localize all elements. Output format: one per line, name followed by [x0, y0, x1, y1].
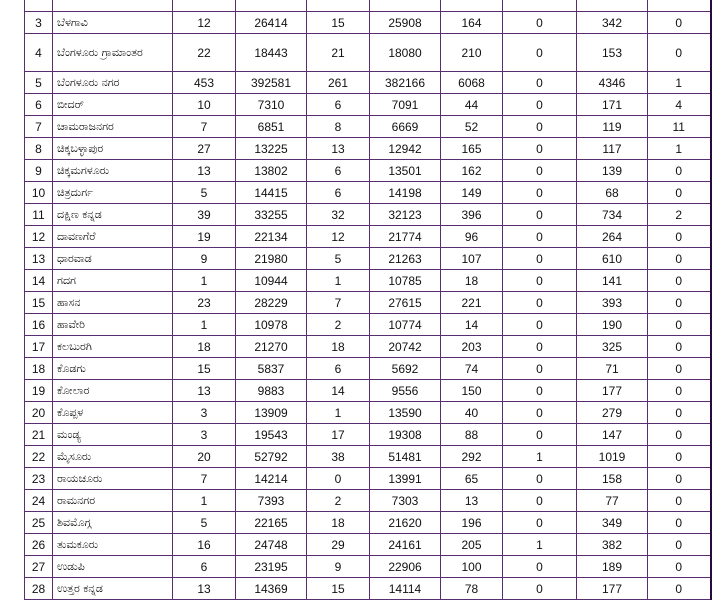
cell-col-5: 15 [307, 578, 370, 600]
cell-col-3: 5 [173, 182, 236, 204]
cell-col-7: 292 [441, 446, 503, 468]
cell-col-5: 15 [307, 12, 370, 34]
cell-col-4: 7393 [236, 490, 307, 512]
cell-col-4: 392581 [236, 72, 307, 94]
cell-col-5: 13 [307, 138, 370, 160]
cell-district-name: ಚಿಕ್ಕಬಳ್ಳಾಪುರ [53, 138, 173, 160]
cell-district-name: ಚಿತ್ರದುರ್ಗ [53, 182, 173, 204]
cell-col-6: 32123 [370, 204, 441, 226]
cell-col-8: 0 [503, 358, 577, 380]
cell-col-5: 18 [307, 336, 370, 358]
cell-col-4: 21270 [236, 336, 307, 358]
cell-col-9: 4346 [577, 72, 648, 94]
cell-col-5: 1 [307, 270, 370, 292]
cell-col-9: 68 [577, 182, 648, 204]
cell-col-6: 25908 [370, 12, 441, 34]
cell-col-7: 88 [441, 424, 503, 446]
cell-col-3: 5 [173, 512, 236, 534]
cell-col-6: 24161 [370, 534, 441, 556]
cell-col-6: 21774 [370, 226, 441, 248]
cell-serial-no: 22 [25, 446, 53, 468]
cell-col-6: 12942 [370, 138, 441, 160]
cell-col-8: 0 [503, 336, 577, 358]
cell-col-3: 12 [173, 12, 236, 34]
cell-col-5: 2 [307, 314, 370, 336]
cell-col-10: 0 [648, 34, 711, 72]
cell-col-6: 27615 [370, 292, 441, 314]
cell-col-9: 279 [577, 402, 648, 424]
cell-col-3: 3 [173, 424, 236, 446]
cell-district-name: ಗದಗ [53, 270, 173, 292]
cell-col-9: 734 [577, 204, 648, 226]
cell-col-9: 325 [577, 336, 648, 358]
cell-col-10: 0 [648, 468, 711, 490]
cell-col-6: 20742 [370, 336, 441, 358]
cell-col-3: 22 [173, 34, 236, 72]
cell-col-4: 14214 [236, 468, 307, 490]
cell-col-9: 71 [577, 358, 648, 380]
cell-col-8: 0 [503, 72, 577, 94]
cell-col-7: 100 [441, 556, 503, 578]
cell-col-3: 15 [173, 358, 236, 380]
cell-col-3: 16 [173, 534, 236, 556]
cell-col-5: 38 [307, 446, 370, 468]
cell-col-9: 139 [577, 160, 648, 182]
cell-col-3: 23 [173, 292, 236, 314]
cell-col-4: 5837 [236, 358, 307, 380]
cell-col-4: 26414 [236, 12, 307, 34]
table-row [25, 424, 711, 446]
cell-col-7: 13 [441, 490, 503, 512]
cell-col-8: 0 [503, 424, 577, 446]
cell-col-8: 0 [503, 402, 577, 424]
cell-col-4: 10944 [236, 270, 307, 292]
cell-col-4: 13225 [236, 138, 307, 160]
cell-col-4: 7310 [236, 94, 307, 116]
cell-serial-no: 23 [25, 468, 53, 490]
table-row [25, 226, 711, 248]
cell-col-6: 18080 [370, 34, 441, 72]
cell-col-8: 0 [503, 34, 577, 72]
cell-col-7: 164 [441, 12, 503, 34]
cell-col-4: 6851 [236, 116, 307, 138]
cell-col-10: 0 [648, 314, 711, 336]
cell-col-5: 9 [307, 556, 370, 578]
cell-col-9: 119 [577, 116, 648, 138]
cell-col-9: 382 [577, 534, 648, 556]
cell-col-8: 0 [503, 380, 577, 402]
cell-col-7: 18 [441, 270, 503, 292]
cell-col-10: 0 [648, 424, 711, 446]
cell-col-7: 203 [441, 336, 503, 358]
cell-col-8: 0 [503, 182, 577, 204]
cell-col-10: 1 [648, 138, 711, 160]
table-row [25, 160, 711, 182]
cell-col-3: 1 [173, 490, 236, 512]
cell-col-9: 77 [577, 490, 648, 512]
cell-col-9: 610 [577, 248, 648, 270]
cell-serial-no: 19 [25, 380, 53, 402]
cell-col-8: 0 [503, 138, 577, 160]
cell-col-10: 0 [648, 12, 711, 34]
cell-col-6: 21263 [370, 248, 441, 270]
cell-col-9: 190 [577, 314, 648, 336]
cell-col-10: 0 [648, 534, 711, 556]
cell-district-name: ರಾಯಚೂರು [53, 468, 173, 490]
cell-col-3: 13 [173, 578, 236, 600]
cell-col-6: 10785 [370, 270, 441, 292]
cell-col-4: 52792 [236, 446, 307, 468]
cell-serial-no: 3 [25, 12, 53, 34]
cell-district-name: ಮಂಡ್ಯ [53, 424, 173, 446]
cell-serial-no: 18 [25, 358, 53, 380]
cell-col-4: 23195 [236, 556, 307, 578]
table-row [25, 72, 711, 94]
cell-col-10: 0 [648, 578, 711, 600]
table-row [25, 336, 711, 358]
cell-col-5: 12 [307, 226, 370, 248]
cell-district-name: ಕೊಡಗು [53, 358, 173, 380]
cell-col-5: 7 [307, 292, 370, 314]
cell-col-8: 0 [503, 556, 577, 578]
cell-col-6: 13501 [370, 160, 441, 182]
cell-col-9: 393 [577, 292, 648, 314]
table-row [25, 468, 711, 490]
cell-col-8: 0 [503, 226, 577, 248]
cell-col-8: 0 [503, 578, 577, 600]
cell-col-4: 33255 [236, 204, 307, 226]
cell-col-5: 6 [307, 182, 370, 204]
cell-col-10: 4 [648, 94, 711, 116]
cell-col-6: 22906 [370, 556, 441, 578]
cell-col-5: 2 [307, 490, 370, 512]
cell-serial-no: 12 [25, 226, 53, 248]
cell-district-name: ಬೆಂಗಳೂರು ಗ್ರಾಮಾಂತರ [53, 34, 173, 72]
cell-col-4: 14369 [236, 578, 307, 600]
cell-col-5: 17 [307, 424, 370, 446]
cell-col-6: 6669 [370, 116, 441, 138]
table-row [25, 204, 711, 226]
table-row [25, 248, 711, 270]
table-row [25, 490, 711, 512]
table-row [25, 380, 711, 402]
cell-col-10: 11 [648, 116, 711, 138]
cell-col-7: 107 [441, 248, 503, 270]
cell-district-name: ದಾವಣಗೆರೆ [53, 226, 173, 248]
cell-col-3: 1 [173, 270, 236, 292]
district-covid-table [24, 0, 712, 600]
cell-col-4: 10978 [236, 314, 307, 336]
table-row [25, 512, 711, 534]
cell-col-9: 141 [577, 270, 648, 292]
cell-serial-no: 20 [25, 402, 53, 424]
cell-district-name: ಮೈಸೂರು [53, 446, 173, 468]
cell-col-3: 39 [173, 204, 236, 226]
cell-serial-no: 10 [25, 182, 53, 204]
cell-col-5: 0 [307, 468, 370, 490]
cell-col-4: 13802 [236, 160, 307, 182]
cell-col-7: 96 [441, 226, 503, 248]
table-row [25, 94, 711, 116]
cell-col-6: 7091 [370, 94, 441, 116]
cell-serial-no: 17 [25, 336, 53, 358]
cell-col-7: 14 [441, 314, 503, 336]
cell-serial-no: 24 [25, 490, 53, 512]
cell-col-10: 0 [648, 226, 711, 248]
cell-col-8: 0 [503, 490, 577, 512]
cell-col-6: 382166 [370, 72, 441, 94]
table-row [25, 116, 711, 138]
cell-district-name: ಚಿಕ್ಕಮಗಳೂರು [53, 160, 173, 182]
cell-col-10: 2 [648, 204, 711, 226]
cell-col-9: 189 [577, 556, 648, 578]
cell-col-4: 22165 [236, 512, 307, 534]
table-row [25, 556, 711, 578]
table-row [25, 578, 711, 600]
cell-col-8: 0 [503, 248, 577, 270]
cell-district-name: ಬೀದರ್ [53, 94, 173, 116]
cell-col-10: 0 [648, 490, 711, 512]
cell-col-10: 0 [648, 182, 711, 204]
cell-col-8: 0 [503, 512, 577, 534]
cell-col-5: 29 [307, 534, 370, 556]
cell-serial-no: 16 [25, 314, 53, 336]
table-row [25, 314, 711, 336]
cell-col-10: 0 [648, 358, 711, 380]
cell-serial-no: 6 [25, 94, 53, 116]
cell-col-7: 150 [441, 380, 503, 402]
cell-col-3: 6 [173, 556, 236, 578]
cell-col-3: 20 [173, 446, 236, 468]
cell-col-8: 0 [503, 204, 577, 226]
cell-col-5: 1 [307, 402, 370, 424]
cell-col-9: 158 [577, 468, 648, 490]
cell-col-5: 32 [307, 204, 370, 226]
cell-col-6: 10774 [370, 314, 441, 336]
table-row [25, 358, 711, 380]
cell-col-4: 19543 [236, 424, 307, 446]
cell-col-9: 171 [577, 94, 648, 116]
cell-serial-no: 8 [25, 138, 53, 160]
cell-serial-no: 28 [25, 578, 53, 600]
cell-col-3: 9 [173, 248, 236, 270]
cell-col-6: 13991 [370, 468, 441, 490]
cell-serial-no: 5 [25, 72, 53, 94]
cell-col-3: 3 [173, 402, 236, 424]
cell-col-10: 0 [648, 402, 711, 424]
cell-serial-no: 13 [25, 248, 53, 270]
table-row [25, 138, 711, 160]
cell-col-9: 147 [577, 424, 648, 446]
cell-col-3: 453 [173, 72, 236, 94]
cell-district-name: ಕೋಲಾರ [53, 380, 173, 402]
table-row [25, 534, 711, 556]
cell-serial-no: 25 [25, 512, 53, 534]
cell-district-name: ಬೆಳಗಾವಿ [53, 12, 173, 34]
cell-col-7: 52 [441, 116, 503, 138]
cell-district-name: ಉಡುಪಿ [53, 556, 173, 578]
cell-col-3: 19 [173, 226, 236, 248]
cell-col-6: 14198 [370, 182, 441, 204]
cell-col-7: 44 [441, 94, 503, 116]
cell-district-name: ಉತ್ತರ ಕನ್ನಡ [53, 578, 173, 600]
cell-serial-no: 11 [25, 204, 53, 226]
cell-district-name: ಶಿವಮೊಗ್ಗ [53, 512, 173, 534]
cell-col-6: 19308 [370, 424, 441, 446]
cell-col-9: 177 [577, 578, 648, 600]
cell-serial-no: 27 [25, 556, 53, 578]
cell-col-10: 0 [648, 556, 711, 578]
cell-col-10: 0 [648, 292, 711, 314]
cell-col-7: 396 [441, 204, 503, 226]
cell-col-10: 0 [648, 336, 711, 358]
cell-col-4: 24748 [236, 534, 307, 556]
cell-col-8: 0 [503, 292, 577, 314]
table-row-cutoff-top [25, 0, 711, 12]
cell-col-10: 0 [648, 446, 711, 468]
cell-col-8: 0 [503, 116, 577, 138]
cell-serial-no: 21 [25, 424, 53, 446]
cell-col-6: 21620 [370, 512, 441, 534]
cell-col-5: 261 [307, 72, 370, 94]
cell-col-9: 264 [577, 226, 648, 248]
cell-district-name: ಧಾರವಾಡ [53, 248, 173, 270]
cell-col-7: 65 [441, 468, 503, 490]
table-row [25, 34, 711, 72]
cell-col-8: 0 [503, 270, 577, 292]
cell-district-name: ರಾಮನಗರ [53, 490, 173, 512]
cell-col-7: 210 [441, 34, 503, 72]
cell-col-4: 22134 [236, 226, 307, 248]
cell-col-4: 9883 [236, 380, 307, 402]
cell-col-9: 342 [577, 12, 648, 34]
cell-col-7: 149 [441, 182, 503, 204]
table-row [25, 12, 711, 34]
cell-col-4: 28229 [236, 292, 307, 314]
cell-col-4: 14415 [236, 182, 307, 204]
cell-col-8: 0 [503, 314, 577, 336]
cell-col-3: 10 [173, 94, 236, 116]
cell-col-3: 13 [173, 160, 236, 182]
cell-col-5: 6 [307, 160, 370, 182]
cell-col-8: 1 [503, 534, 577, 556]
cell-col-9: 153 [577, 34, 648, 72]
cell-district-name: ದಕ್ಷಿಣ ಕನ್ನಡ [53, 204, 173, 226]
cell-col-10: 1 [648, 72, 711, 94]
cell-col-6: 5692 [370, 358, 441, 380]
cell-col-4: 21980 [236, 248, 307, 270]
cell-col-5: 21 [307, 34, 370, 72]
cell-district-name: ಕಲಬುರಗಿ [53, 336, 173, 358]
cell-col-3: 13 [173, 380, 236, 402]
cell-col-10: 0 [648, 160, 711, 182]
table-row [25, 292, 711, 314]
cell-col-6: 9556 [370, 380, 441, 402]
cell-col-7: 196 [441, 512, 503, 534]
table-row [25, 402, 711, 424]
cell-col-6: 14114 [370, 578, 441, 600]
cell-col-9: 117 [577, 138, 648, 160]
cell-col-7: 221 [441, 292, 503, 314]
cell-col-5: 8 [307, 116, 370, 138]
cell-col-8: 0 [503, 160, 577, 182]
cell-col-3: 7 [173, 116, 236, 138]
cell-col-10: 0 [648, 248, 711, 270]
cell-district-name: ಹಾಸನ [53, 292, 173, 314]
table-row [25, 270, 711, 292]
cell-col-5: 14 [307, 380, 370, 402]
cell-serial-no: 9 [25, 160, 53, 182]
cell-col-5: 5 [307, 248, 370, 270]
cell-col-10: 0 [648, 380, 711, 402]
cell-col-4: 13909 [236, 402, 307, 424]
cell-col-3: 7 [173, 468, 236, 490]
cell-district-name: ಕೊಪ್ಪಳ [53, 402, 173, 424]
cell-col-9: 177 [577, 380, 648, 402]
cell-col-5: 6 [307, 358, 370, 380]
cell-district-name: ಚಾಮರಾಜನಗರ [53, 116, 173, 138]
cell-col-6: 51481 [370, 446, 441, 468]
cell-district-name: ಹಾವೇರಿ [53, 314, 173, 336]
cell-district-name: ಬೆಂಗಳೂರು ನಗರ [53, 72, 173, 94]
cell-col-3: 1 [173, 314, 236, 336]
cell-col-6: 7303 [370, 490, 441, 512]
cell-col-7: 165 [441, 138, 503, 160]
cell-col-9: 1019 [577, 446, 648, 468]
cell-serial-no: 14 [25, 270, 53, 292]
cell-col-9: 349 [577, 512, 648, 534]
cell-col-7: 6068 [441, 72, 503, 94]
cell-col-8: 0 [503, 468, 577, 490]
cell-col-3: 27 [173, 138, 236, 160]
cell-col-5: 6 [307, 94, 370, 116]
cell-col-7: 40 [441, 402, 503, 424]
cell-col-4: 18443 [236, 34, 307, 72]
cell-col-7: 205 [441, 534, 503, 556]
table-row [25, 446, 711, 468]
cell-col-8: 1 [503, 446, 577, 468]
cell-district-name: ತುಮಕೂರು [53, 534, 173, 556]
cell-col-10: 0 [648, 270, 711, 292]
cell-col-8: 0 [503, 12, 577, 34]
cell-col-7: 74 [441, 358, 503, 380]
table-row [25, 182, 711, 204]
cell-col-6: 13590 [370, 402, 441, 424]
cell-serial-no: 7 [25, 116, 53, 138]
cell-serial-no: 26 [25, 534, 53, 556]
cell-col-10: 0 [648, 512, 711, 534]
cell-col-7: 162 [441, 160, 503, 182]
cell-col-5: 18 [307, 512, 370, 534]
cell-serial-no: 4 [25, 34, 53, 72]
cell-col-8: 0 [503, 94, 577, 116]
cell-col-7: 78 [441, 578, 503, 600]
cell-serial-no: 15 [25, 292, 53, 314]
cell-col-3: 18 [173, 336, 236, 358]
table-body [25, 0, 711, 600]
